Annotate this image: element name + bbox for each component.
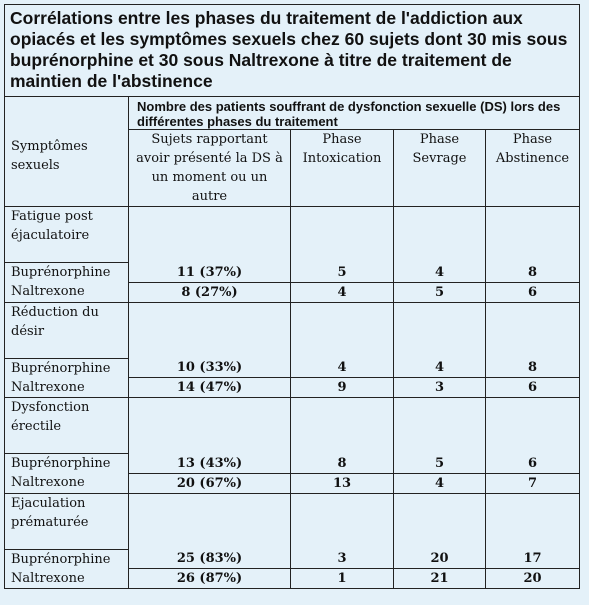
- abst-cell: 8: [486, 207, 580, 283]
- abst-cell: 6: [486, 282, 580, 302]
- drug-label: Buprénorphine: [5, 549, 129, 569]
- abst-cell: 8: [486, 302, 580, 378]
- drug-label: Naltrexone: [5, 569, 129, 589]
- intox-cell: 5: [291, 207, 394, 283]
- drug-label: Naltrexone: [5, 378, 129, 398]
- sevrage-cell: 5: [394, 282, 486, 302]
- sevrage-cell: 4: [394, 302, 486, 378]
- table-title: Corrélations entre les phases du traitement de l'addiction aux opiacés et les symptômes sexuels chez 60 sujets dont 30 mis sous buprénorphine et 30 sous Naltrexone à titre de traitement de maintien de l'abstinence: [5, 5, 580, 97]
- correlation-table: [4, 4, 580, 589]
- intox-cell: 4: [291, 302, 394, 378]
- sevrage-cell: 4: [394, 207, 486, 283]
- symptom-name: Dysfonction érectile: [5, 398, 129, 454]
- sevrage-cell: 4: [394, 473, 486, 493]
- drug-label: Buprénorphine: [5, 454, 129, 474]
- abst-cell: 7: [486, 473, 580, 493]
- intox-cell: 9: [291, 378, 394, 398]
- total-cell: 20 (67%): [129, 473, 291, 493]
- group-header: Nombre des patients souffrant de dysfonction sexuelle (DS) lors des différentes phases du traitement: [129, 97, 580, 130]
- col-header-sevrage: Phase Sevrage: [394, 130, 486, 207]
- drug-label: Naltrexone: [5, 282, 129, 302]
- abst-cell: 17: [486, 493, 580, 569]
- col-header-abstinence: Phase Abstinence: [486, 130, 580, 207]
- col-header-intoxication: Phase Intoxication: [291, 130, 394, 207]
- abst-cell: 6: [486, 398, 580, 474]
- symptom-name: Réduction du désir: [5, 302, 129, 358]
- sevrage-cell: 20: [394, 493, 486, 569]
- total-cell: 8 (27%): [129, 282, 291, 302]
- col-header-total: Sujets rapportant avoir présenté la DS à un moment ou un autre: [129, 130, 291, 207]
- drug-label: Buprénorphine: [5, 263, 129, 283]
- sevrage-cell: 5: [394, 398, 486, 474]
- intox-cell: 4: [291, 282, 394, 302]
- total-cell: 14 (47%): [129, 378, 291, 398]
- intox-cell: 13: [291, 473, 394, 493]
- sevrage-cell: 21: [394, 569, 486, 589]
- total-cell: 11 (37%): [129, 207, 291, 283]
- intox-cell: 1: [291, 569, 394, 589]
- total-cell: 10 (33%): [129, 302, 291, 378]
- symptom-name: Fatigue post éjaculatoire: [5, 207, 129, 263]
- drug-label: Naltrexone: [5, 473, 129, 493]
- total-cell: 26 (87%): [129, 569, 291, 589]
- sevrage-cell: 3: [394, 378, 486, 398]
- drug-label: Buprénorphine: [5, 358, 129, 378]
- intox-cell: 8: [291, 398, 394, 474]
- symptoms-header: Symptômes sexuels: [5, 97, 129, 207]
- abst-cell: 6: [486, 378, 580, 398]
- symptom-name: Ejaculation prématurée: [5, 493, 129, 549]
- total-cell: 13 (43%): [129, 398, 291, 474]
- total-cell: 25 (83%): [129, 493, 291, 569]
- intox-cell: 3: [291, 493, 394, 569]
- abst-cell: 20: [486, 569, 580, 589]
